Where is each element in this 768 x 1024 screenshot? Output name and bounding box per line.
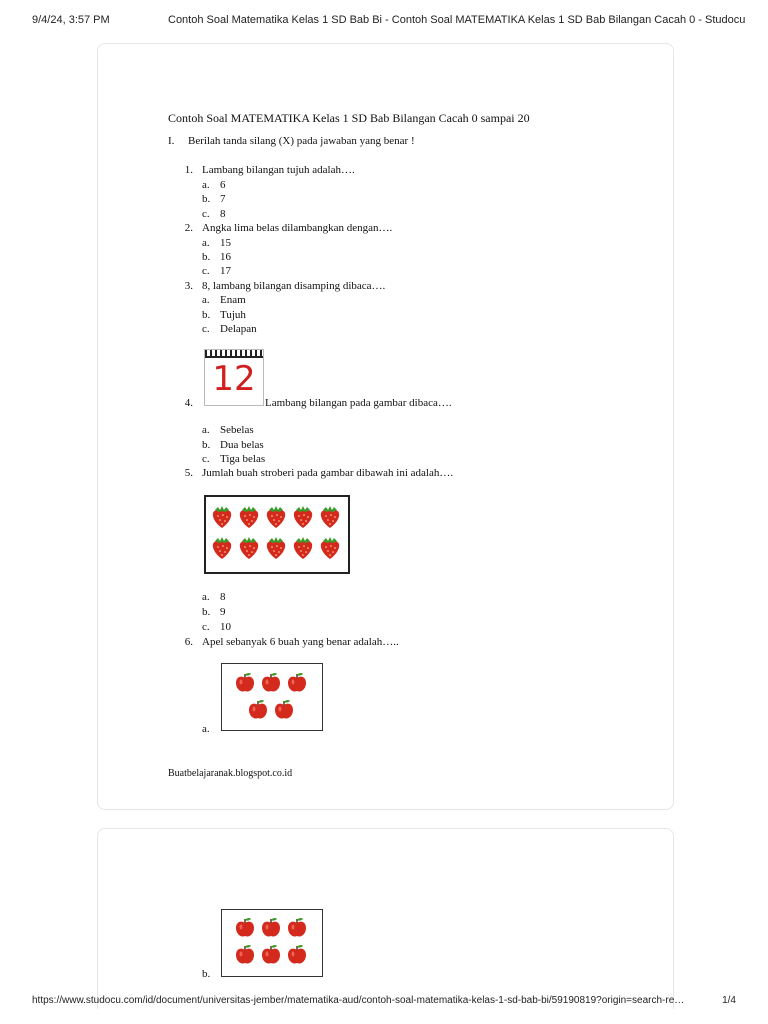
calendar-image [204, 349, 264, 406]
option-letter: b. [202, 439, 211, 451]
strawberry-icon [319, 505, 341, 534]
option-text: Dua belas [220, 439, 264, 451]
option-letter: b. [202, 606, 211, 618]
strawberry-icon [292, 536, 314, 565]
strawberry-icon [238, 536, 260, 565]
question-text: Angka lima belas dilambangkan dengan…. [202, 222, 393, 234]
strawberry-image [204, 495, 350, 574]
option-letter: a. [202, 179, 210, 191]
question-number: 2. [184, 222, 193, 234]
option-text: Sebelas [220, 424, 254, 436]
option-letter: c. [202, 208, 210, 220]
strawberry-icon [319, 536, 341, 565]
option-text: Tujuh [220, 309, 246, 321]
question-number: 1. [184, 164, 193, 176]
option-letter: a. [202, 294, 210, 306]
option-letter: a. [202, 424, 210, 436]
option-letter: b. [202, 193, 211, 205]
option-text: 8 [220, 591, 226, 603]
option-letter: a. [202, 723, 210, 735]
option-letter: b. [202, 251, 211, 263]
apple-icon [235, 672, 255, 699]
apple-icon [274, 699, 294, 726]
print-date: 9/4/24, 3:57 PM [32, 14, 110, 26]
footer-note: Buatbelajaranak.blogspot.co.id [168, 768, 293, 779]
print-title: Contoh Soal Matematika Kelas 1 SD Bab Bi - Contoh Soal MATEMATIKA Kelas 1 SD Bab Bilangan Cacah 0 - Studocu [168, 14, 746, 26]
calendar-number: 12 [212, 359, 256, 399]
apple-icon [235, 917, 255, 944]
apple-icon [287, 672, 307, 699]
question-text: Apel sebanyak 6 buah yang benar adalah….. [202, 636, 399, 648]
apple-icon [235, 944, 255, 971]
option-text: Delapan [220, 323, 257, 335]
document-title: Contoh Soal MATEMATIKA Kelas 1 SD Bab Bilangan Cacah 0 sampai 20 [168, 111, 530, 125]
option-text: 8 [220, 208, 226, 220]
question-text: Lambang bilangan tujuh adalah…. [202, 164, 355, 176]
option-text: 16 [220, 251, 231, 263]
option-text: 17 [220, 265, 231, 277]
option-letter: a. [202, 237, 210, 249]
question-number: 5. [184, 467, 193, 479]
print-header [0, 14, 768, 30]
strawberry-icon [238, 505, 260, 534]
strawberry-icon [211, 536, 233, 565]
option-text: 7 [220, 193, 226, 205]
apple-icon [287, 917, 307, 944]
option-letter: b. [202, 968, 211, 980]
strawberry-icon [265, 536, 287, 565]
apple-image-a [221, 663, 323, 731]
option-letter: b. [202, 309, 211, 321]
question-text: Lambang bilangan pada gambar dibaca…. [265, 397, 452, 409]
question-number: 3. [184, 280, 193, 292]
question-text: Jumlah buah stroberi pada gambar dibawah ini adalah…. [202, 467, 454, 479]
section-number: I. [168, 135, 175, 147]
question-number: 4. [184, 397, 193, 409]
strawberry-icon [292, 505, 314, 534]
question-number: 6. [184, 636, 193, 648]
option-text: Tiga belas [220, 453, 266, 465]
question-text: 8, lambang bilangan disamping dibaca…. [202, 280, 386, 292]
document-page-2 [97, 828, 674, 1009]
option-letter: c. [202, 621, 210, 633]
option-letter: c. [202, 265, 210, 277]
calendar-binding [205, 356, 263, 358]
strawberry-icon [265, 505, 287, 534]
apple-icon [248, 699, 268, 726]
apple-icon [261, 944, 281, 971]
print-footer [0, 995, 768, 1011]
apple-icon [287, 944, 307, 971]
option-text: 9 [220, 606, 226, 618]
apple-image-b [221, 909, 323, 977]
document-page-1 [97, 43, 674, 810]
option-text: 15 [220, 237, 231, 249]
option-text: Enam [220, 294, 246, 306]
strawberry-icon [211, 505, 233, 534]
option-letter: a. [202, 591, 210, 603]
option-text: 6 [220, 179, 226, 191]
page-indicator: 1/4 [722, 995, 736, 1006]
print-url: https://www.studocu.com/id/document/universitas-jember/matematika-aud/contoh-soal-matematika-kelas-1-sd-bab-bi/59190819?origin=search-re… [32, 995, 685, 1006]
apple-icon [261, 672, 281, 699]
apple-icon [261, 917, 281, 944]
section-instruction: Berilah tanda silang (X) pada jawaban yang benar ! [188, 135, 415, 147]
option-letter: c. [202, 453, 210, 465]
option-letter: c. [202, 323, 210, 335]
option-text: 10 [220, 621, 231, 633]
